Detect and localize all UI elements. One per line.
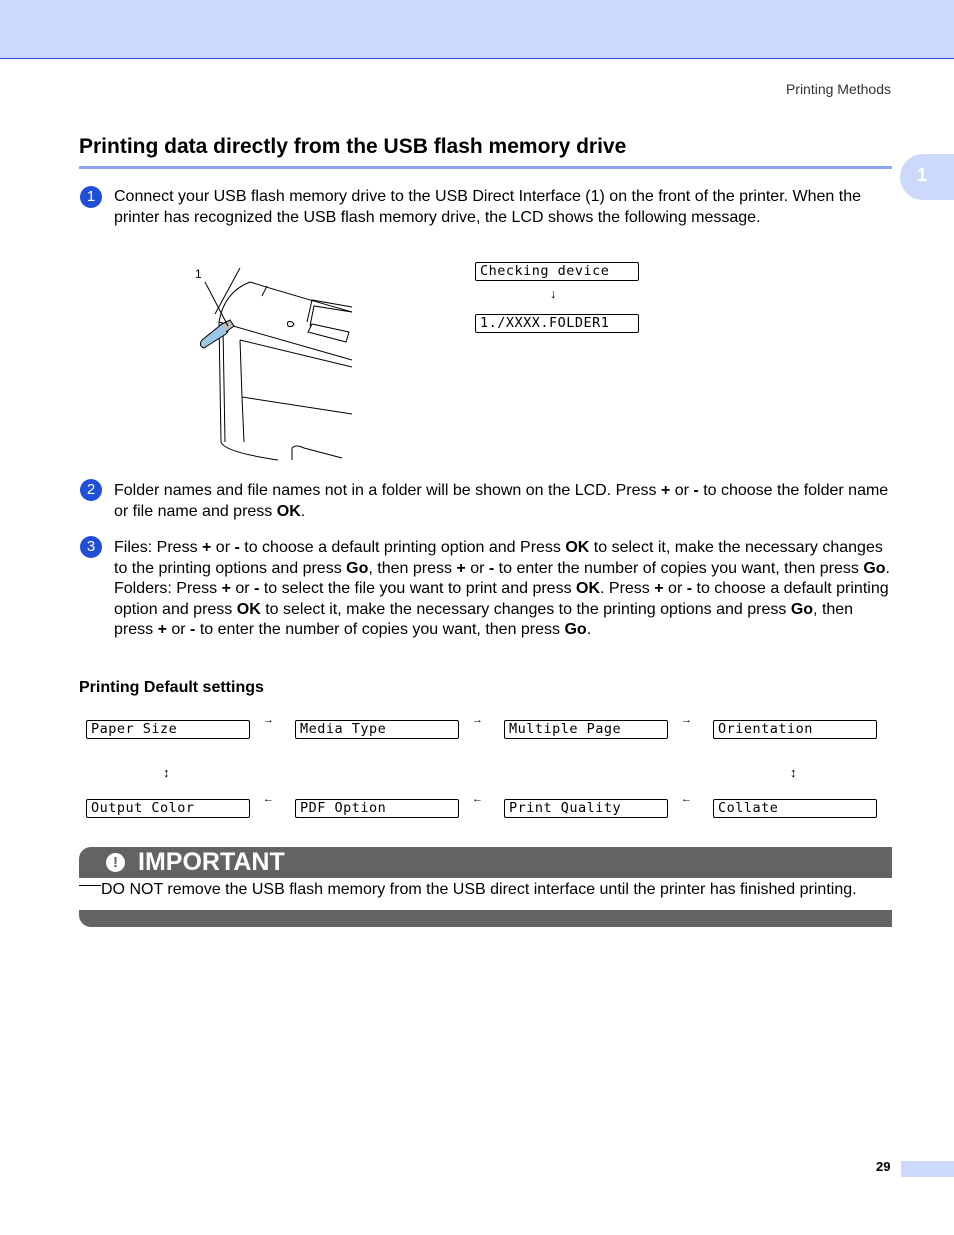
lcd-pdf-option: PDF Option [295, 799, 459, 818]
page-tab [901, 1161, 954, 1177]
step-number-3: 3 [80, 536, 102, 558]
lcd-checking-device: Checking device [475, 262, 639, 281]
important-title: IMPORTANT [138, 848, 285, 876]
title-underline [79, 166, 892, 169]
down-arrow: ↓ [550, 286, 557, 301]
updown-arrow: ↕ [790, 765, 797, 780]
chapter-number: 1 [917, 165, 928, 185]
callout-label: 1 [195, 267, 202, 281]
step-number-1: 1 [80, 186, 102, 208]
important-banner [79, 847, 892, 878]
page-title: Printing data directly from the USB flash memory drive [79, 135, 627, 158]
lcd-multiple-page: Multiple Page [504, 720, 668, 739]
left-arrow: ← [681, 793, 692, 805]
right-arrow: → [263, 714, 274, 726]
warning-icon: ! [106, 853, 125, 872]
step-number-2: 2 [80, 479, 102, 501]
usb-drive-icon [200, 320, 234, 348]
lcd-paper-size: Paper Size [86, 720, 250, 739]
settings-heading: Printing Default settings [79, 679, 264, 696]
left-arrow: ← [263, 793, 274, 805]
step-2-text: Folder names and file names not in a folder will be shown on the LCD. Press + or - to choose the folder name or file name and press OK. [114, 482, 889, 520]
right-arrow: → [472, 714, 483, 726]
step-1-text: Connect your USB flash memory drive to the USB Direct Interface (1) on the front of the printer. When the printer has recognized the USB flash memory drive, the LCD shows the following message. [114, 188, 862, 226]
left-arrow: ← [472, 793, 483, 805]
chapter-tab [900, 154, 954, 200]
lcd-media-type: Media Type [295, 720, 459, 739]
running-header: Printing Methods [785, 81, 891, 97]
important-footer-bar [79, 910, 892, 927]
lcd-print-quality: Print Quality [504, 799, 668, 818]
right-arrow: → [681, 714, 692, 726]
updown-arrow: ↕ [163, 765, 170, 780]
top-banner [0, 0, 954, 59]
important-rule [79, 885, 101, 886]
lcd-folder: 1./XXXX.FOLDER1 [475, 314, 639, 333]
lcd-output-color: Output Color [86, 799, 250, 818]
important-text: DO NOT remove the USB flash memory from the USB direct interface until the printer has finished printing. [101, 881, 857, 898]
step-3-text: Files: Press + or - to choose a default printing option and Press OK to select it, make the necessary changes to the printing options and press Go, then press + or - to enter the number of copies you want, then press Go. Folders: Press + or - to select the file you want to print and press OK. Press + or - to choose a default printing option and press OK to select it, make the necessary changes to the printing options and press Go, then press + or - to enter the number of copies you want, then press Go. [114, 539, 890, 638]
lcd-collate: Collate [713, 799, 877, 818]
page-number: 29 [876, 1159, 891, 1174]
printer-usb-illustration [192, 262, 354, 462]
lcd-orientation: Orientation [713, 720, 877, 739]
